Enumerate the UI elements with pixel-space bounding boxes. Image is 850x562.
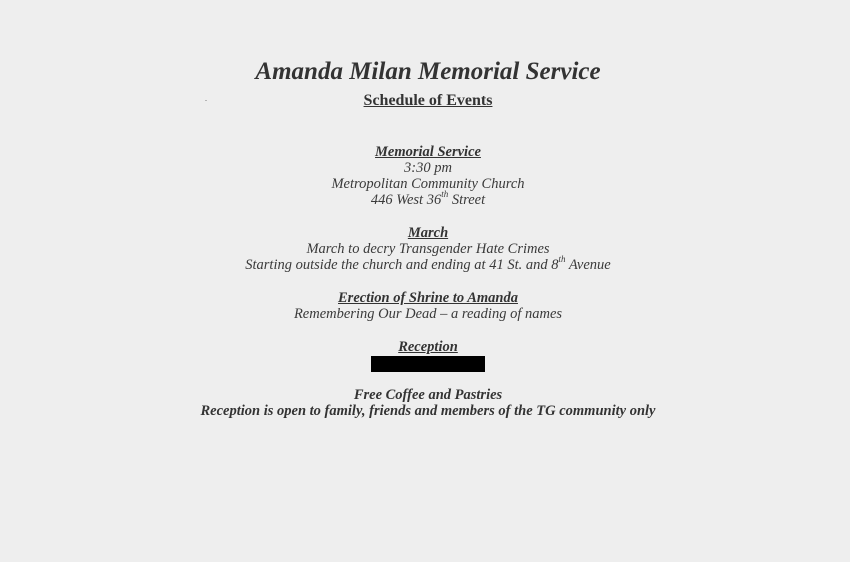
section-heading-reception: Reception [398,339,458,355]
march-route-sup: th [558,254,566,265]
section-heading-shrine: Erection of Shrine to Amanda [338,290,518,306]
service-address-suffix: Street [448,192,486,208]
march-route [0,254,850,273]
service-address-sup: th [441,189,449,200]
service-address-prefix: 446 West 36 [370,192,442,208]
service-address [0,189,850,208]
section-shrine [0,290,850,322]
section-heading-march: March [407,225,449,241]
shrine-description: Remembering Our Dead – a reading of names [293,306,563,322]
march-route-prefix: Starting outside the church and ending at 41 St. and 8 [245,257,559,273]
march-purpose: March to decry Transgender Hate Crimes [306,241,550,257]
redaction-bar [371,356,485,372]
footer-reception-policy: Reception is open to family, friends and members of the TG community only [200,403,656,419]
document-title: Amanda Milan Memorial Service [255,58,601,85]
footer-notes [0,387,850,419]
document-subtitle: Schedule of Events [363,92,493,109]
section-march [0,225,850,273]
service-venue: Metropolitan Community Church [331,176,525,192]
section-memorial-service [0,144,850,208]
march-route-suffix: Avenue [565,257,611,273]
section-reception [0,339,850,376]
service-time: 3:30 pm [404,160,452,176]
section-heading-memorial-service: Memorial Service [375,144,481,160]
footer-refreshments: Free Coffee and Pastries [353,387,503,403]
